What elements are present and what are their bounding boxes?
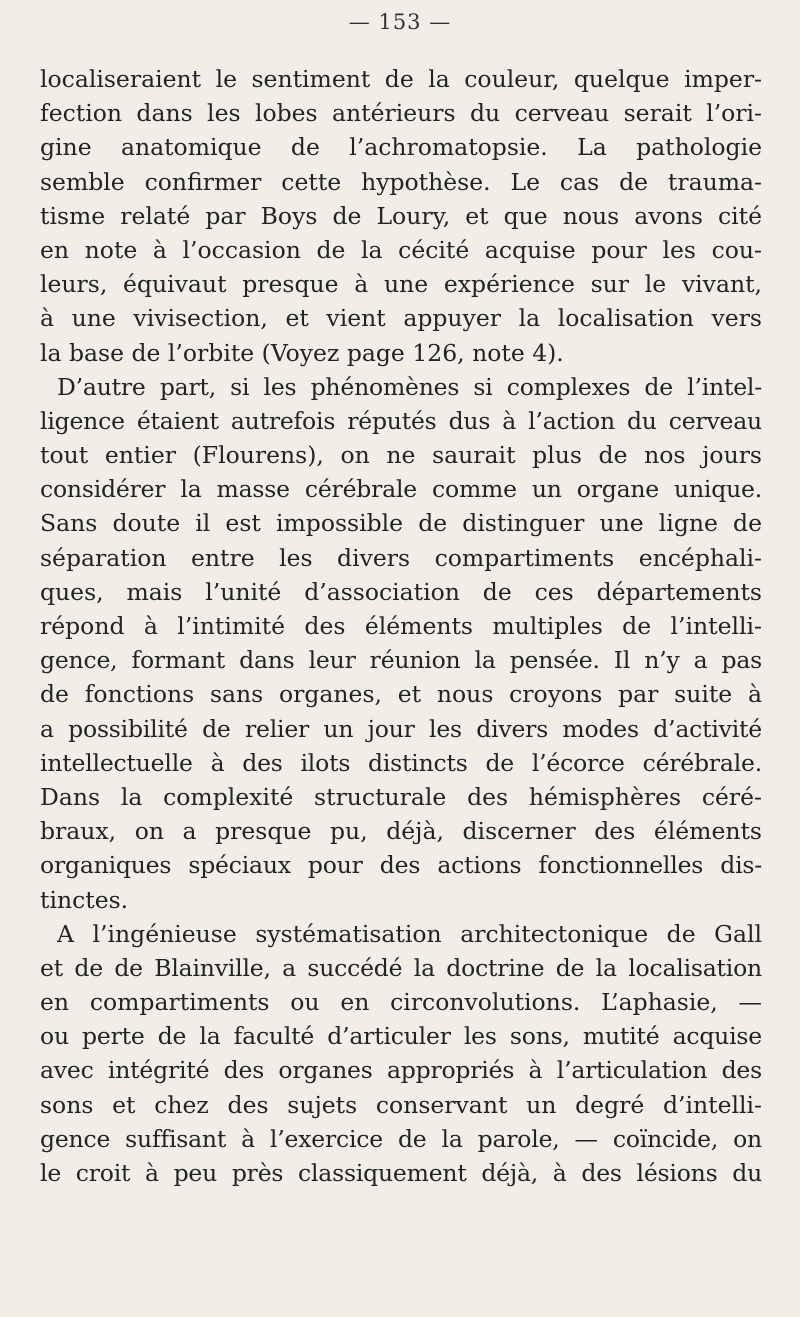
text-line: ou perte de la faculté d’articuler les sons, mutité acquise [40,1022,762,1051]
text-line: tisme relaté par Boys de Loury, et que nous avons cité [40,201,762,230]
text-line: leurs, équivaut presque à une expérience sur le vivant, [40,270,762,299]
text-line: a possibilité de relier un jour les divers modes d’activité [40,714,762,743]
text-line: Dans la complexité structurale des hémisphères céré- [40,782,762,811]
text-line: séparation entre les divers compartiments encéphali- [40,543,762,572]
text-line: avec intégrité des organes appropriés à l’articulation des [40,1056,762,1085]
text-line: organiques spéciaux pour des actions fonctionnelles dis- [40,851,762,880]
text-line: sons et chez des sujets conservant un degré d’intelli- [40,1090,762,1119]
text-line: ques, mais l’unité d’association de ces départements [40,577,762,606]
text-line: gine anatomique de l’achromatopsie. La pathologie [40,133,762,162]
text-line: fection dans les lobes antérieurs du cerveau serait l’ori- [40,99,762,128]
text-line: D’autre part, si les phénomènes si complexes de l’intel- [57,372,762,401]
text-line: le croit à peu près classiquement déjà, à des lésions du [40,1159,762,1187]
text-line: A l’ingénieuse systématisation architectonique de Gall [57,919,762,948]
text-line: gence suffisant à l’exercice de la parole, — coïncide, on [40,1124,762,1153]
text-line: répond à l’intimité des éléments multiples de l’intelli- [40,612,762,640]
text-line: braux, on a presque pu, déjà, discerner des éléments [40,817,762,846]
text-line: considérer la masse cérébrale comme un organe unique. [40,475,762,504]
text-line: gence, formant dans leur réunion la pensée. Il n’y a pas [40,646,762,675]
text-line: tout entier (Flourens), on ne saurait plus de nos jours [40,441,762,470]
text-line: ligence étaient autrefois réputés dus à l’action du cerveau [40,406,762,435]
text-line: en compartiments ou en circonvolutions. L’aphasie, — [40,988,762,1017]
text-line: la base de l’orbite (Voyez page 126, note 4). [40,338,564,367]
page-number: — 153 — [348,10,452,34]
text-line: de fonctions sans organes, et nous croyons par suite à [40,680,762,709]
text-line: semble confirmer cette hypothèse. Le cas de trauma- [40,167,762,196]
text-line: intellectuelle à des ilots distincts de l’écorce cérébrale. [40,748,762,777]
text-line: tinctes. [40,885,129,914]
text-line: en note à l’occasion de la cécité acquise pour les cou- [40,235,762,264]
text-line: localiseraient le sentiment de la couleur, quelque imper- [40,65,762,93]
body-text [40,62,762,1190]
text-line: Sans doute il est impossible de distinguer une ligne de [40,509,762,538]
text-line: à une vivisection, et vient appuyer la localisation vers [40,304,762,333]
text-line: et de de Blainville, a succédé la doctrine de la localisation [40,953,762,982]
